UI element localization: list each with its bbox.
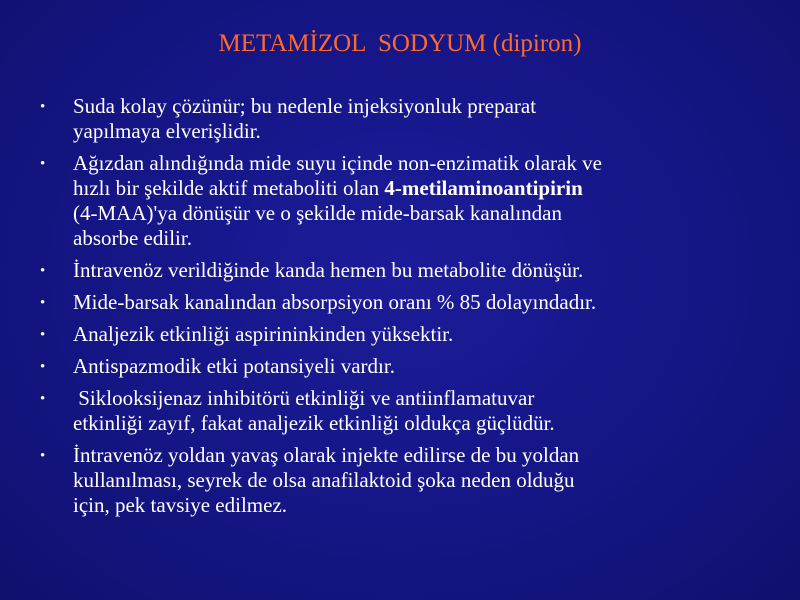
slide-title: METAMİZOL SODYUM (dipiron) [218, 30, 582, 57]
bullet-text-line [73, 176, 760, 201]
bullet-text-segment: hızlı bir şekilde aktif metaboliti olan [73, 176, 385, 200]
bullet-item [40, 290, 760, 315]
bullet-text-line: Suda kolay çözünür; bu nedenle injeksiyonluk preparat [73, 94, 537, 118]
bullet-text-line: İntravenöz verildiğinde kanda hemen bu metabolite dönüşür. [73, 258, 584, 282]
bullet-text-line: için, pek tavsiye edilmez. [73, 493, 288, 517]
bullet-text-line: Ağızdan alındığında mide suyu içinde non-enzimatik olarak ve [73, 151, 602, 175]
bullet-item [40, 322, 760, 347]
bullet-text-line: absorbe edilir. [73, 226, 192, 250]
bullet-dot-icon: • [40, 359, 46, 375]
bullet-dot-icon: • [40, 263, 46, 279]
bullet-text-line: etkinliği zayıf, fakat analjezik etkinliği oldukça güçlüdür. [73, 411, 555, 435]
bullet-item [40, 94, 760, 144]
bullet-text-line: yapılmaya elverişlidir. [73, 119, 261, 143]
metabolite-name: 4-metilaminoantipirin [384, 176, 583, 200]
bullet-item [40, 443, 760, 518]
bullet-dot-icon: • [40, 448, 46, 464]
bullet-item [40, 354, 760, 379]
bullet-text-line: kullanılması, seyrek de olsa anafilaktoid şoka neden olduğu [73, 468, 575, 492]
bullet-dot-icon: • [40, 99, 46, 115]
bullet-item [40, 386, 760, 436]
bullet-dot-icon: • [40, 391, 46, 407]
bullet-item [40, 258, 760, 283]
bullet-text-line: Analjezik etkinliği aspirininkinden yüksektir. [73, 322, 454, 346]
bullet-dot-icon: • [40, 156, 46, 172]
bullet-text-line: Mide-barsak kanalından absorpsiyon oranı % 85 dolayındadır. [73, 290, 597, 314]
bullet-text-line: İntravenöz yoldan yavaş olarak injekte edilirse de bu yoldan [73, 443, 580, 467]
bullet-dot-icon: • [40, 327, 46, 343]
bullet-text-line: (4-MAA)'ya dönüşür ve o şekilde mide-barsak kanalından [73, 201, 562, 225]
bullet-dot-icon: • [40, 295, 46, 311]
bullet-item [40, 151, 760, 251]
bullet-list [40, 94, 760, 525]
bullet-text-line: Antispazmodik etki potansiyeli vardır. [73, 354, 395, 378]
bullet-text-line: Siklooksijenaz inhibitörü etkinliği ve antiinflamatuvar [73, 386, 535, 410]
